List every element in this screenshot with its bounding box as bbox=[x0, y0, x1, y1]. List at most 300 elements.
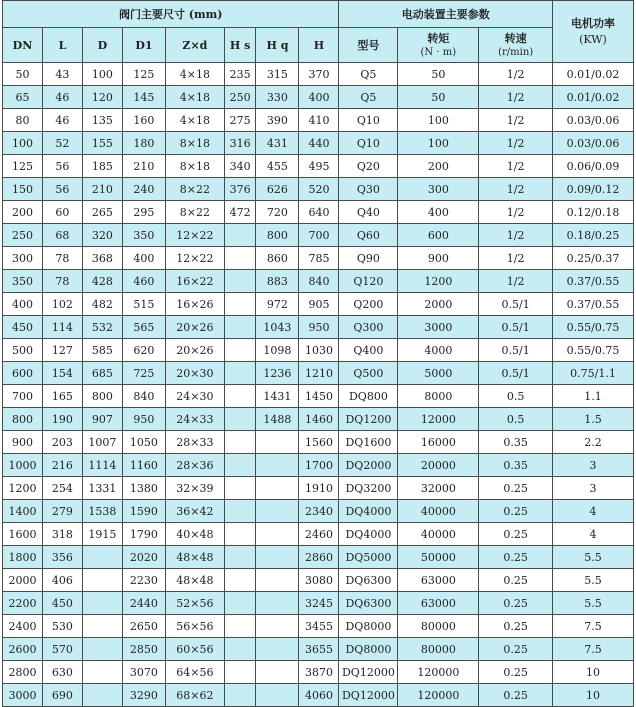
cell-hs bbox=[224, 385, 256, 408]
cell-speed: 0.25 bbox=[479, 569, 553, 592]
cell-d1: 400 bbox=[122, 247, 165, 270]
cell-hq: 626 bbox=[256, 178, 299, 201]
cell-dn: 200 bbox=[3, 201, 43, 224]
cell-hs: 250 bbox=[224, 86, 256, 109]
cell-d bbox=[82, 661, 122, 684]
cell-zxd: 52×56 bbox=[165, 592, 224, 615]
table-row bbox=[3, 293, 634, 316]
cell-l: 78 bbox=[42, 270, 82, 293]
cell-zxd: 24×30 bbox=[165, 385, 224, 408]
cell-hq: 860 bbox=[256, 247, 299, 270]
cell-zxd: 16×22 bbox=[165, 270, 224, 293]
table-row bbox=[3, 270, 634, 293]
cell-h: 3870 bbox=[299, 661, 339, 684]
cell-d: 320 bbox=[82, 224, 122, 247]
cell-dn: 450 bbox=[3, 316, 43, 339]
cell-model: DQ4000 bbox=[339, 523, 398, 546]
cell-hs bbox=[224, 408, 256, 431]
cell-l: 570 bbox=[42, 638, 82, 661]
table-row bbox=[3, 316, 634, 339]
cell-dn: 600 bbox=[3, 362, 43, 385]
table-row bbox=[3, 546, 634, 569]
motor-power-header bbox=[552, 1, 633, 63]
cell-l: 690 bbox=[42, 684, 82, 707]
cell-torque: 900 bbox=[398, 247, 479, 270]
cell-l: 530 bbox=[42, 615, 82, 638]
cell-model: Q120 bbox=[339, 270, 398, 293]
cell-l: 60 bbox=[42, 201, 82, 224]
cell-d: 1915 bbox=[82, 523, 122, 546]
cell-model: Q20 bbox=[339, 155, 398, 178]
cell-hs bbox=[224, 270, 256, 293]
cell-speed: 0.25 bbox=[479, 638, 553, 661]
cell-hq: 431 bbox=[256, 132, 299, 155]
cell-dn: 2200 bbox=[3, 592, 43, 615]
cell-h: 2340 bbox=[299, 500, 339, 523]
motor-power-label: 电机功率 bbox=[570, 16, 615, 30]
cell-d1: 460 bbox=[122, 270, 165, 293]
cell-power: 1.1 bbox=[552, 385, 633, 408]
cell-hs bbox=[224, 546, 256, 569]
cell-l: 114 bbox=[42, 316, 82, 339]
table-row bbox=[3, 523, 634, 546]
cell-zxd: 20×30 bbox=[165, 362, 224, 385]
cell-speed: 1/2 bbox=[479, 109, 553, 132]
cell-h: 370 bbox=[299, 63, 339, 86]
cell-d bbox=[82, 569, 122, 592]
cell-d: 482 bbox=[82, 293, 122, 316]
cell-torque: 100 bbox=[398, 132, 479, 155]
cell-d bbox=[82, 684, 122, 707]
cell-zxd: 20×26 bbox=[165, 339, 224, 362]
cell-speed: 1/2 bbox=[479, 132, 553, 155]
cell-h: 3245 bbox=[299, 592, 339, 615]
cell-torque: 50 bbox=[398, 63, 479, 86]
table-row bbox=[3, 638, 634, 661]
cell-d1: 125 bbox=[122, 63, 165, 86]
cell-l: 279 bbox=[42, 500, 82, 523]
cell-dn: 1400 bbox=[3, 500, 43, 523]
table-row bbox=[3, 109, 634, 132]
cell-hq bbox=[256, 454, 299, 477]
cell-hq: 972 bbox=[256, 293, 299, 316]
cell-torque: 2000 bbox=[398, 293, 479, 316]
cell-d bbox=[82, 615, 122, 638]
cell-hs bbox=[224, 523, 256, 546]
cell-d1: 160 bbox=[122, 109, 165, 132]
cell-dn: 2800 bbox=[3, 661, 43, 684]
cell-power: 0.37/0.55 bbox=[552, 270, 633, 293]
cell-model: Q90 bbox=[339, 247, 398, 270]
cell-dn: 300 bbox=[3, 247, 43, 270]
cell-d: 1538 bbox=[82, 500, 122, 523]
cell-torque: 50000 bbox=[398, 546, 479, 569]
col-header-model: 型号 bbox=[339, 28, 398, 63]
cell-model: DQ800 bbox=[339, 385, 398, 408]
cell-zxd: 28×33 bbox=[165, 431, 224, 454]
cell-speed: 0.25 bbox=[479, 523, 553, 546]
table-row bbox=[3, 339, 634, 362]
cell-d1: 180 bbox=[122, 132, 165, 155]
cell-l: 46 bbox=[42, 109, 82, 132]
cell-h: 440 bbox=[299, 132, 339, 155]
cell-model: Q40 bbox=[339, 201, 398, 224]
cell-d1: 2230 bbox=[122, 569, 165, 592]
cell-speed: 1/2 bbox=[479, 247, 553, 270]
cell-zxd: 12×22 bbox=[165, 224, 224, 247]
cell-h: 3655 bbox=[299, 638, 339, 661]
cell-model: DQ6300 bbox=[339, 569, 398, 592]
cell-dn: 700 bbox=[3, 385, 43, 408]
cell-zxd: 8×18 bbox=[165, 155, 224, 178]
cell-dn: 125 bbox=[3, 155, 43, 178]
cell-d1: 3290 bbox=[122, 684, 165, 707]
cell-zxd: 8×22 bbox=[165, 178, 224, 201]
torque-unit: (N · m) bbox=[420, 46, 457, 58]
cell-power: 0.18/0.25 bbox=[552, 224, 633, 247]
cell-hs: 472 bbox=[224, 201, 256, 224]
cell-d1: 950 bbox=[122, 408, 165, 431]
cell-dn: 1600 bbox=[3, 523, 43, 546]
col-header-torque bbox=[398, 28, 479, 63]
cell-d: 135 bbox=[82, 109, 122, 132]
table-row bbox=[3, 224, 634, 247]
cell-hs bbox=[224, 224, 256, 247]
cell-d1: 1050 bbox=[122, 431, 165, 454]
table-row bbox=[3, 201, 634, 224]
cell-model: DQ3200 bbox=[339, 477, 398, 500]
table-row bbox=[3, 155, 634, 178]
cell-power: 5.5 bbox=[552, 592, 633, 615]
cell-h: 400 bbox=[299, 86, 339, 109]
cell-hs bbox=[224, 362, 256, 385]
cell-power: 5.5 bbox=[552, 569, 633, 592]
cell-h: 4060 bbox=[299, 684, 339, 707]
table-row bbox=[3, 661, 634, 684]
cell-power: 0.03/0.06 bbox=[552, 132, 633, 155]
cell-d1: 350 bbox=[122, 224, 165, 247]
cell-h: 495 bbox=[299, 155, 339, 178]
cell-h: 1210 bbox=[299, 362, 339, 385]
cell-hs bbox=[224, 339, 256, 362]
cell-speed: 0.5 bbox=[479, 408, 553, 431]
cell-h: 3080 bbox=[299, 569, 339, 592]
cell-d: 907 bbox=[82, 408, 122, 431]
cell-torque: 40000 bbox=[398, 500, 479, 523]
cell-torque: 4000 bbox=[398, 339, 479, 362]
cell-h: 785 bbox=[299, 247, 339, 270]
cell-d1: 1160 bbox=[122, 454, 165, 477]
cell-h: 905 bbox=[299, 293, 339, 316]
cell-hs bbox=[224, 638, 256, 661]
cell-speed: 1/2 bbox=[479, 63, 553, 86]
cell-power: 0.12/0.18 bbox=[552, 201, 633, 224]
cell-speed: 0.35 bbox=[479, 431, 553, 454]
cell-torque: 12000 bbox=[398, 408, 479, 431]
cell-torque: 63000 bbox=[398, 592, 479, 615]
cell-h: 1450 bbox=[299, 385, 339, 408]
col-header-d1: D1 bbox=[122, 28, 165, 63]
speed-label: 转速 bbox=[504, 31, 527, 45]
cell-power: 4 bbox=[552, 500, 633, 523]
col-header-hs: H s bbox=[224, 28, 256, 63]
cell-d1: 725 bbox=[122, 362, 165, 385]
cell-l: 56 bbox=[42, 155, 82, 178]
cell-hq: 1236 bbox=[256, 362, 299, 385]
cell-model: DQ8000 bbox=[339, 638, 398, 661]
cell-h: 2460 bbox=[299, 523, 339, 546]
cell-d1: 620 bbox=[122, 339, 165, 362]
cell-power: 0.55/0.75 bbox=[552, 316, 633, 339]
cell-l: 254 bbox=[42, 477, 82, 500]
cell-hq bbox=[256, 569, 299, 592]
cell-model: Q400 bbox=[339, 339, 398, 362]
torque-label: 转矩 bbox=[427, 31, 450, 45]
cell-dn: 1000 bbox=[3, 454, 43, 477]
cell-torque: 120000 bbox=[398, 684, 479, 707]
cell-speed: 0.25 bbox=[479, 546, 553, 569]
col-header-dn: DN bbox=[3, 28, 43, 63]
cell-d1: 1380 bbox=[122, 477, 165, 500]
actuator-params-header: 电动装置主要参数 bbox=[339, 1, 552, 28]
table-row bbox=[3, 569, 634, 592]
cell-zxd: 68×62 bbox=[165, 684, 224, 707]
col-header-zxd: Z×d bbox=[165, 28, 224, 63]
cell-d bbox=[82, 546, 122, 569]
cell-l: 165 bbox=[42, 385, 82, 408]
valve-dimensions-header: 阀门主要尺寸 (mm) bbox=[3, 1, 339, 28]
cell-d: 532 bbox=[82, 316, 122, 339]
cell-d1: 240 bbox=[122, 178, 165, 201]
cell-power: 0.75/1.1 bbox=[552, 362, 633, 385]
cell-speed: 0.25 bbox=[479, 661, 553, 684]
cell-power: 10 bbox=[552, 684, 633, 707]
cell-d1: 565 bbox=[122, 316, 165, 339]
valve-spec-table bbox=[2, 0, 634, 707]
cell-dn: 150 bbox=[3, 178, 43, 201]
cell-model: Q500 bbox=[339, 362, 398, 385]
cell-power: 0.01/0.02 bbox=[552, 63, 633, 86]
cell-d1: 2020 bbox=[122, 546, 165, 569]
cell-l: 127 bbox=[42, 339, 82, 362]
cell-torque: 400 bbox=[398, 201, 479, 224]
cell-h: 700 bbox=[299, 224, 339, 247]
cell-zxd: 12×22 bbox=[165, 247, 224, 270]
cell-hq: 1431 bbox=[256, 385, 299, 408]
cell-model: DQ5000 bbox=[339, 546, 398, 569]
table-row bbox=[3, 592, 634, 615]
cell-l: 43 bbox=[42, 63, 82, 86]
cell-hq bbox=[256, 546, 299, 569]
cell-l: 68 bbox=[42, 224, 82, 247]
cell-d bbox=[82, 638, 122, 661]
cell-dn: 500 bbox=[3, 339, 43, 362]
cell-zxd: 32×39 bbox=[165, 477, 224, 500]
cell-model: DQ1200 bbox=[339, 408, 398, 431]
cell-speed: 0.35 bbox=[479, 454, 553, 477]
cell-d1: 295 bbox=[122, 201, 165, 224]
cell-zxd: 24×33 bbox=[165, 408, 224, 431]
cell-l: 56 bbox=[42, 178, 82, 201]
cell-d1: 2650 bbox=[122, 615, 165, 638]
cell-hs bbox=[224, 500, 256, 523]
cell-d: 428 bbox=[82, 270, 122, 293]
cell-power: 2.2 bbox=[552, 431, 633, 454]
cell-dn: 350 bbox=[3, 270, 43, 293]
cell-model: Q200 bbox=[339, 293, 398, 316]
cell-dn: 2600 bbox=[3, 638, 43, 661]
cell-h: 840 bbox=[299, 270, 339, 293]
cell-zxd: 20×26 bbox=[165, 316, 224, 339]
cell-hs bbox=[224, 293, 256, 316]
cell-torque: 8000 bbox=[398, 385, 479, 408]
cell-power: 3 bbox=[552, 454, 633, 477]
cell-hs bbox=[224, 454, 256, 477]
cell-hq bbox=[256, 638, 299, 661]
cell-power: 0.55/0.75 bbox=[552, 339, 633, 362]
cell-model: DQ8000 bbox=[339, 615, 398, 638]
cell-hs: 376 bbox=[224, 178, 256, 201]
cell-l: 203 bbox=[42, 431, 82, 454]
cell-hq: 1043 bbox=[256, 316, 299, 339]
cell-l: 318 bbox=[42, 523, 82, 546]
cell-power: 7.5 bbox=[552, 638, 633, 661]
table-row bbox=[3, 362, 634, 385]
cell-d1: 145 bbox=[122, 86, 165, 109]
cell-l: 154 bbox=[42, 362, 82, 385]
col-header-l: L bbox=[42, 28, 82, 63]
cell-d1: 210 bbox=[122, 155, 165, 178]
table-row bbox=[3, 615, 634, 638]
cell-torque: 80000 bbox=[398, 638, 479, 661]
cell-torque: 1200 bbox=[398, 270, 479, 293]
cell-hs bbox=[224, 431, 256, 454]
cell-hq bbox=[256, 661, 299, 684]
cell-torque: 63000 bbox=[398, 569, 479, 592]
cell-speed: 0.25 bbox=[479, 615, 553, 638]
table-row bbox=[3, 86, 634, 109]
cell-hq: 1098 bbox=[256, 339, 299, 362]
cell-d1: 1790 bbox=[122, 523, 165, 546]
table-row bbox=[3, 684, 634, 707]
cell-d: 100 bbox=[82, 63, 122, 86]
table-row bbox=[3, 63, 634, 86]
cell-power: 5.5 bbox=[552, 546, 633, 569]
table-row bbox=[3, 477, 634, 500]
cell-h: 3455 bbox=[299, 615, 339, 638]
cell-dn: 2000 bbox=[3, 569, 43, 592]
cell-d: 185 bbox=[82, 155, 122, 178]
cell-hq bbox=[256, 615, 299, 638]
cell-zxd: 16×26 bbox=[165, 293, 224, 316]
cell-model: DQ1600 bbox=[339, 431, 398, 454]
speed-unit: (r/min) bbox=[498, 46, 534, 58]
cell-speed: 0.5/1 bbox=[479, 293, 553, 316]
cell-speed: 0.5 bbox=[479, 385, 553, 408]
cell-hq: 720 bbox=[256, 201, 299, 224]
cell-dn: 100 bbox=[3, 132, 43, 155]
cell-dn: 400 bbox=[3, 293, 43, 316]
cell-model: DQ2000 bbox=[339, 454, 398, 477]
cell-zxd: 56×56 bbox=[165, 615, 224, 638]
cell-hq: 800 bbox=[256, 224, 299, 247]
cell-hq: 315 bbox=[256, 63, 299, 86]
cell-model: DQ4000 bbox=[339, 500, 398, 523]
cell-hq: 390 bbox=[256, 109, 299, 132]
cell-d: 210 bbox=[82, 178, 122, 201]
cell-torque: 300 bbox=[398, 178, 479, 201]
cell-torque: 80000 bbox=[398, 615, 479, 638]
cell-model: Q5 bbox=[339, 86, 398, 109]
cell-hs: 340 bbox=[224, 155, 256, 178]
cell-zxd: 64×56 bbox=[165, 661, 224, 684]
col-header-speed bbox=[479, 28, 553, 63]
cell-d: 1331 bbox=[82, 477, 122, 500]
table-row bbox=[3, 408, 634, 431]
cell-model: Q5 bbox=[339, 63, 398, 86]
cell-l: 630 bbox=[42, 661, 82, 684]
cell-speed: 0.5/1 bbox=[479, 362, 553, 385]
cell-h: 520 bbox=[299, 178, 339, 201]
cell-h: 1560 bbox=[299, 431, 339, 454]
cell-power: 4 bbox=[552, 523, 633, 546]
cell-dn: 65 bbox=[3, 86, 43, 109]
cell-d: 265 bbox=[82, 201, 122, 224]
cell-zxd: 8×22 bbox=[165, 201, 224, 224]
cell-power: 7.5 bbox=[552, 615, 633, 638]
cell-dn: 800 bbox=[3, 408, 43, 431]
cell-hs bbox=[224, 592, 256, 615]
cell-d: 1007 bbox=[82, 431, 122, 454]
cell-h: 410 bbox=[299, 109, 339, 132]
cell-d: 585 bbox=[82, 339, 122, 362]
cell-model: Q10 bbox=[339, 109, 398, 132]
cell-h: 2860 bbox=[299, 546, 339, 569]
cell-hq bbox=[256, 592, 299, 615]
cell-power: 3 bbox=[552, 477, 633, 500]
cell-d: 120 bbox=[82, 86, 122, 109]
cell-h: 950 bbox=[299, 316, 339, 339]
cell-hs bbox=[224, 477, 256, 500]
cell-speed: 1/2 bbox=[479, 270, 553, 293]
cell-power: 0.03/0.06 bbox=[552, 109, 633, 132]
cell-hq bbox=[256, 477, 299, 500]
cell-hq: 455 bbox=[256, 155, 299, 178]
cell-zxd: 4×18 bbox=[165, 86, 224, 109]
cell-l: 450 bbox=[42, 592, 82, 615]
cell-model: Q300 bbox=[339, 316, 398, 339]
cell-d: 1114 bbox=[82, 454, 122, 477]
cell-zxd: 36×42 bbox=[165, 500, 224, 523]
table-row bbox=[3, 500, 634, 523]
cell-l: 52 bbox=[42, 132, 82, 155]
cell-zxd: 48×48 bbox=[165, 546, 224, 569]
table-row bbox=[3, 247, 634, 270]
cell-hs bbox=[224, 684, 256, 707]
cell-power: 0.01/0.02 bbox=[552, 86, 633, 109]
cell-dn: 250 bbox=[3, 224, 43, 247]
cell-speed: 0.25 bbox=[479, 477, 553, 500]
cell-torque: 16000 bbox=[398, 431, 479, 454]
cell-power: 1.5 bbox=[552, 408, 633, 431]
cell-hq bbox=[256, 523, 299, 546]
cell-dn: 50 bbox=[3, 63, 43, 86]
cell-power: 10 bbox=[552, 661, 633, 684]
cell-d1: 3070 bbox=[122, 661, 165, 684]
table-row bbox=[3, 132, 634, 155]
cell-zxd: 4×18 bbox=[165, 63, 224, 86]
cell-speed: 0.25 bbox=[479, 684, 553, 707]
